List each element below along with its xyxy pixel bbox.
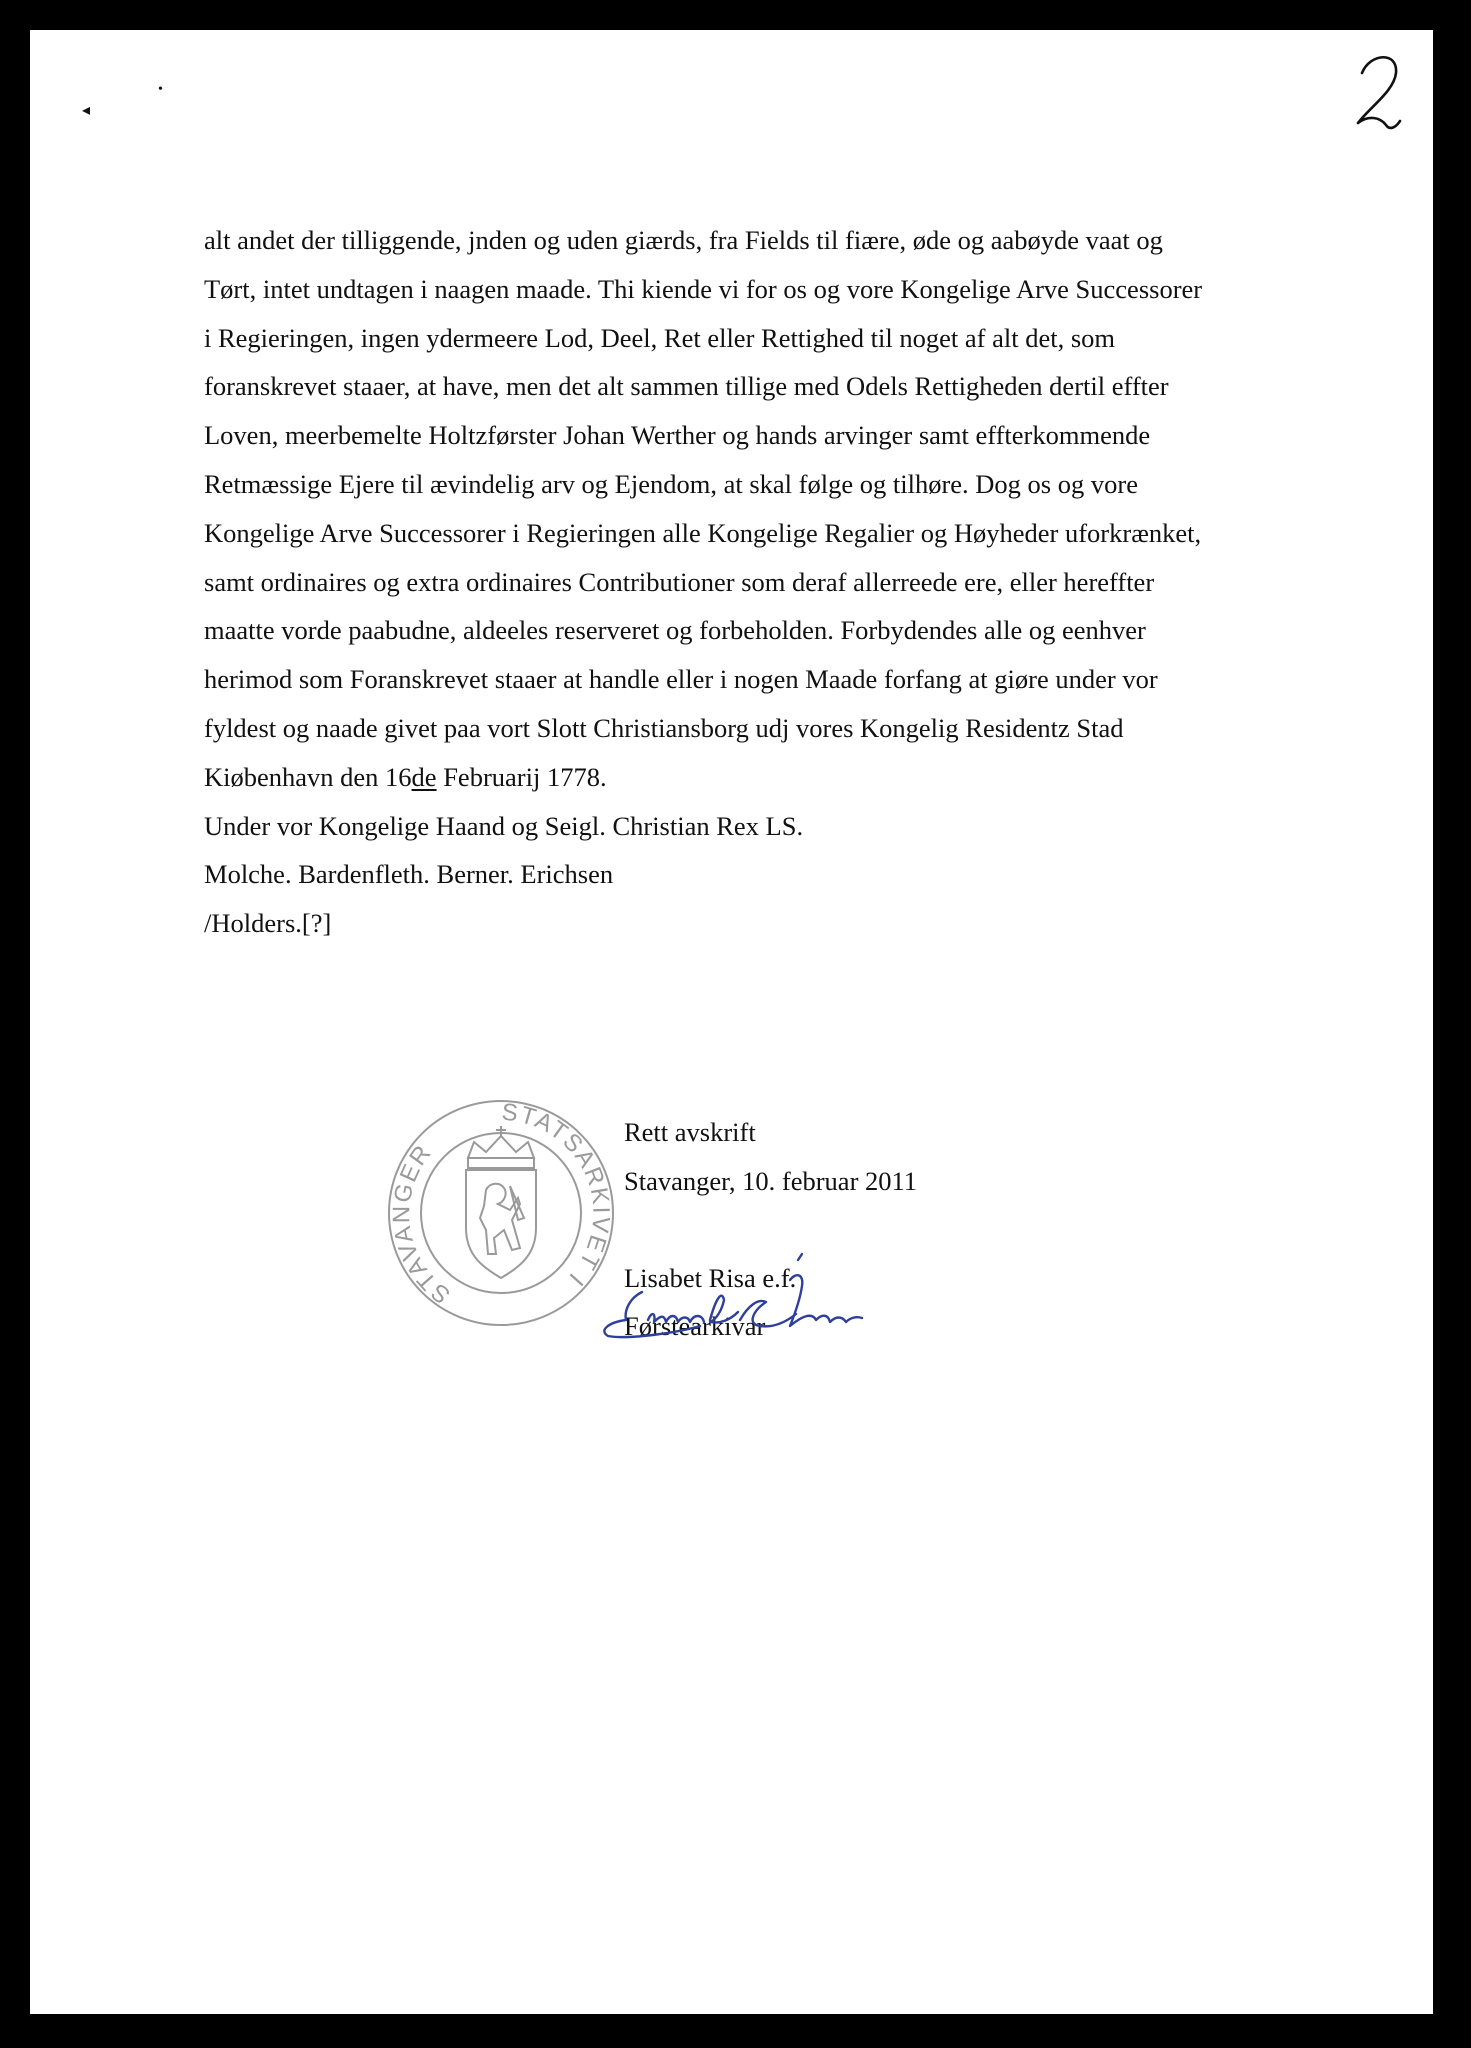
document-page [30,30,1433,2014]
body-line: samt ordinaires og extra ordinaires Contributioner som deraf allerreede ere, eller hereffter [204,566,1155,597]
seal-text-left: STAVANGER [388,1139,456,1309]
body-line: herimod som Foranskrevet staaer at handle eller i nogen Maade forfang at giøre under vor [204,664,1158,695]
scan-mark-dot: ◂ [82,102,91,119]
date-line-before: Kiøbenhavn den 16 [204,761,412,792]
body-line: fyldest og naade givet paa vort Slott Christiansborg udj vores Kongelig Residentz Stad [204,712,1124,743]
transcription-body [204,216,1324,948]
body-line: alt andet der tilliggende, jnden og uden giærds, fra Fields til fiære, øde og aabøyde vaat og [204,225,1163,255]
closing-line: Under vor Kongelige Haand og Seigl. Christian Rex LS. [204,810,804,841]
body-line: Kongelige Arve Successorer i Regieringen alle Kongelige Regalier og Høyheder uforkrænket, [204,517,1202,548]
date-line-ordinal: de [411,761,437,792]
body-line: i Regieringen, ingen ydermeere Lod, Deel, Ret eller Rettighed til noget af alt det, som [204,322,1116,353]
certification-signer: Lisabet Risa e.f. [624,1262,797,1293]
body-line: Loven, meerbemelte Holtzførster Johan Werther og hands arvinger samt effterkommende [204,420,1151,451]
body-line: Retmæssige Ejere til ævindelig arv og Ejendom, at skal følge og tilhøre. Dog os og vore [204,468,1138,499]
certification-title: Rett avskrift [624,1117,756,1147]
body-line: foranskrevet staaer, at have, men det alt sammen tillige med Odels Rettigheden dertil effter [204,371,1169,402]
body-line: maatte vorde paabudne, aldeeles reserveret og forbeholden. Forbydendes alle og eenhver [204,615,1146,646]
body-line: Tørt, intet undtagen i naagen maade. Thi kiende vi for os og vore Kongelige Arve Successorer [204,273,1203,304]
handwritten-page-number [1340,45,1420,140]
closing-line: /Holders.[?] [204,908,332,939]
archive-seal-stamp [386,1098,616,1328]
seal-text-right: STATSARKIVET I [500,1098,615,1293]
certification-role: Førstearkivar [624,1311,766,1342]
certification-place-date: Stavanger, 10. februar 2011 [624,1165,918,1196]
date-line [204,753,1324,802]
scan-mark-dot: • [158,82,163,97]
closing-line: Molche. Bardenfleth. Berner. Erichsen [204,859,614,890]
date-line-after: Februarij 1778. [436,761,607,792]
handwritten-signature [590,1240,930,1360]
